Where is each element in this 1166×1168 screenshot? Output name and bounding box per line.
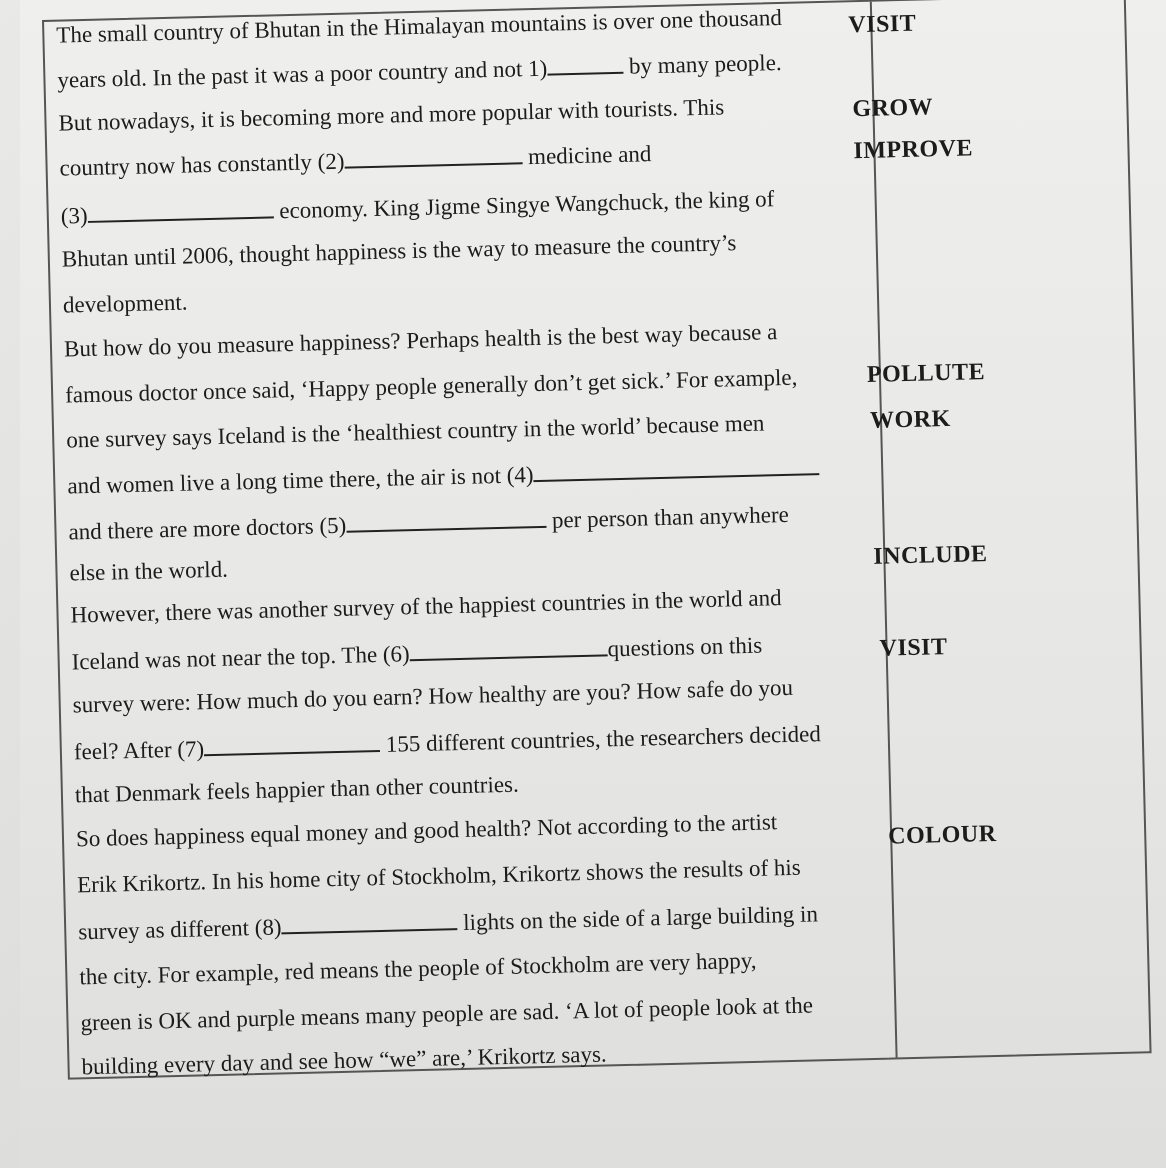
passage-text: one survey says Iceland is the ‘healthiest country in the world’ because men xyxy=(65,410,765,453)
passage-text: The small country of Bhutan in the Himalayan mountains is over one thousand xyxy=(56,4,783,48)
passage-text: questions on this xyxy=(607,632,763,662)
passage-line xyxy=(74,719,822,766)
passage-line xyxy=(59,139,651,182)
passage-line xyxy=(80,991,813,1037)
passage-text: feel? After (7) xyxy=(73,736,205,765)
passage-text: development. xyxy=(62,289,188,318)
passage-text: 155 different countries, the researchers decided xyxy=(379,721,822,757)
passage-text: and there are more doctors (5) xyxy=(68,512,347,545)
answer-blank[interactable] xyxy=(204,730,380,756)
passage-line xyxy=(69,556,228,588)
passage-text: the city. For example, red means the people of Stockholm are very happy, xyxy=(79,947,757,990)
passage-text: survey as different (8) xyxy=(77,914,282,945)
passage-text: Erik Krikortz. In his home city of Stockholm, Krikortz shows the results of his xyxy=(76,854,801,898)
passage-line xyxy=(78,899,818,946)
passage-text: Iceland was not near the top. The (6) xyxy=(71,641,410,675)
passage-text: per person than anywhere xyxy=(545,501,790,533)
answer-blank[interactable] xyxy=(344,142,522,168)
passage-line xyxy=(62,229,737,273)
passage-line xyxy=(76,808,778,853)
answer-blank[interactable] xyxy=(281,908,457,934)
passage-text: But how do you measure happiness? Perhaps health is the best way because a xyxy=(63,319,778,362)
passage-text: green is OK and purple means many people are sad. ‘A lot of people look at the xyxy=(80,992,814,1036)
passage-line xyxy=(66,409,765,454)
passage-line xyxy=(68,500,789,547)
word-prompt: VISIT xyxy=(848,10,917,39)
word-prompt: POLLUTE xyxy=(866,359,986,388)
passage-line xyxy=(58,93,724,137)
passage-text: by many people. xyxy=(622,49,782,79)
passage-text: survey were: How much do you earn? How healthy are you? How safe do you xyxy=(72,674,794,718)
passage-line xyxy=(71,631,762,677)
passage-line xyxy=(63,289,188,320)
passage-line xyxy=(75,771,519,810)
passage-text: lights on the side of a large building in xyxy=(457,901,819,936)
passage-text: Bhutan until 2006, thought happiness is the way to measure the country’s xyxy=(61,230,737,272)
passage-text: else in the world. xyxy=(69,556,229,586)
passage-text: famous doctor once said, ‘Happy people generally don’t get sick.’ For example, xyxy=(64,364,798,408)
passage-text: medicine and xyxy=(522,141,652,170)
passage-text: building every day and see how “we” are,’ Krikortz says. xyxy=(81,1041,607,1080)
passage-line xyxy=(60,184,774,230)
passage-line xyxy=(64,318,778,363)
passage-line xyxy=(57,48,782,95)
passage-text: country now has constantly (2) xyxy=(59,148,345,181)
word-prompt: INCLUDE xyxy=(873,541,988,570)
passage-line xyxy=(72,674,793,720)
passage-line xyxy=(77,854,801,900)
passage-text: So does happiness equal money and good health? Not according to the artist xyxy=(75,809,778,852)
passage-text: economy. King Jigme Singye Wangchuck, the king of xyxy=(273,186,775,224)
passage-line xyxy=(79,947,757,992)
passage-line xyxy=(70,584,782,629)
answer-blank[interactable] xyxy=(547,52,624,76)
passage-line xyxy=(65,364,798,410)
answer-blank[interactable] xyxy=(409,634,607,661)
exercise-table xyxy=(42,0,1152,1080)
passage-text: and women live a long time there, the air is not (4) xyxy=(67,462,534,499)
passage-text: years old. In the past it was a poor country and not 1) xyxy=(57,55,548,93)
passage-text: that Denmark feels happier than other countries. xyxy=(74,771,519,808)
passage-line xyxy=(67,453,820,500)
passage-text: But nowadays, it is becoming more and more popular with tourists. This xyxy=(58,94,725,136)
word-prompt: GROW xyxy=(852,94,934,123)
passage-text: However, there was another survey of the happiest countries in the world and xyxy=(70,585,782,628)
word-prompt: IMPROVE xyxy=(853,135,974,165)
passage-text: (3) xyxy=(60,202,88,229)
answer-blank[interactable] xyxy=(87,196,273,223)
word-prompt: VISIT xyxy=(879,634,948,662)
answer-blank[interactable] xyxy=(346,506,546,533)
answer-blank[interactable] xyxy=(533,453,819,482)
word-prompt: COLOUR xyxy=(887,820,997,850)
word-prompt: WORK xyxy=(869,405,952,434)
